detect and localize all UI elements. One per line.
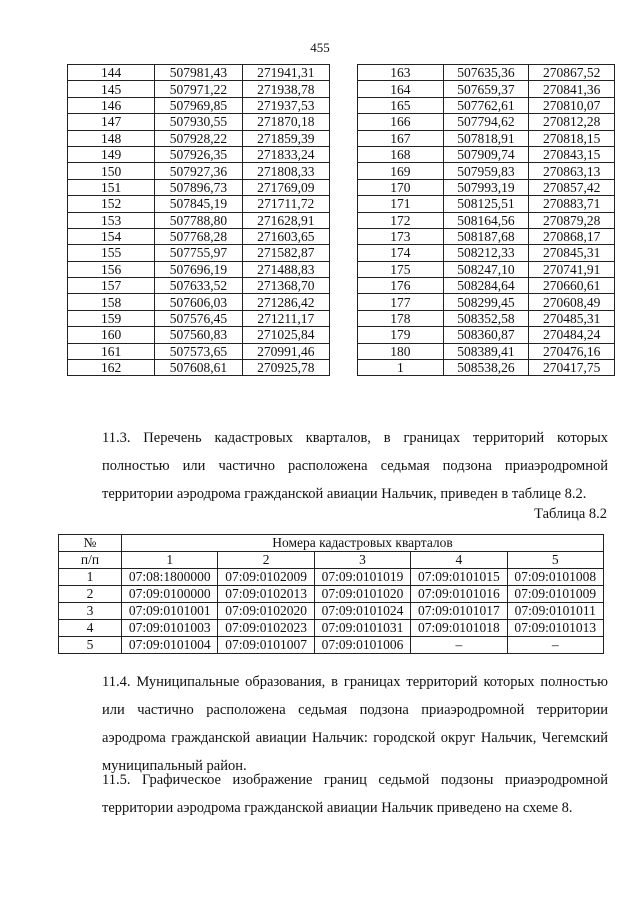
x-coordinate: 508360,87 xyxy=(443,327,529,343)
x-coordinate: 507608,61 xyxy=(155,360,242,376)
row-number: 2 xyxy=(59,586,122,603)
point-number: 166 xyxy=(358,114,444,130)
coordinate-row xyxy=(358,163,615,179)
x-coordinate: 507576,45 xyxy=(155,310,242,326)
coordinate-row xyxy=(68,343,330,359)
point-number: 145 xyxy=(68,81,155,97)
number-header: № xyxy=(59,535,122,552)
x-coordinate: 507845,19 xyxy=(155,196,242,212)
coordinate-row xyxy=(68,146,330,162)
coordinate-row xyxy=(68,65,330,81)
y-coordinate: 270812,28 xyxy=(529,114,615,130)
y-coordinate: 270417,75 xyxy=(529,360,615,376)
coordinate-row xyxy=(68,81,330,97)
cadastral-quarter-number: 07:09:0102020 xyxy=(218,603,314,620)
coordinate-row xyxy=(68,228,330,244)
cadastral-quarter-number: 07:09:0101019 xyxy=(314,569,410,586)
point-number: 162 xyxy=(68,360,155,376)
point-number: 155 xyxy=(68,245,155,261)
table-row xyxy=(59,569,604,586)
cadastral-quarter-number: 07:09:0101009 xyxy=(507,586,603,603)
x-coordinate: 507696,19 xyxy=(155,261,242,277)
y-coordinate: 270883,71 xyxy=(529,196,615,212)
point-number: 180 xyxy=(358,343,444,359)
paragraph-11-3 xyxy=(66,424,608,508)
cadastral-quarter-number: 07:09:0101018 xyxy=(411,620,507,637)
point-number: 144 xyxy=(68,65,155,81)
y-coordinate: 270741,91 xyxy=(529,261,615,277)
x-coordinate: 507959,83 xyxy=(443,163,529,179)
point-number: 159 xyxy=(68,310,155,326)
coordinate-row xyxy=(358,310,615,326)
point-number: 146 xyxy=(68,97,155,113)
y-coordinate: 270857,42 xyxy=(529,179,615,195)
coordinate-row xyxy=(358,294,615,310)
x-coordinate: 507896,73 xyxy=(155,179,242,195)
coordinate-row xyxy=(68,294,330,310)
y-coordinate: 271833,24 xyxy=(242,146,329,162)
x-coordinate: 507927,36 xyxy=(155,163,242,179)
paragraph-11-4-text: 11.4. Муниципальные образования, в границах территорий которых полностью или частично расположена седьмая подзона приаэродромной территории аэродрома гражданской авиации Нальчик: городской округ Нальчик, Чегемский муниципальный район. xyxy=(102,674,608,774)
y-coordinate: 270925,78 xyxy=(242,360,329,376)
y-coordinate: 270845,31 xyxy=(529,245,615,261)
page-number: 455 xyxy=(310,40,330,55)
point-number: 173 xyxy=(358,228,444,244)
y-coordinate: 270867,52 xyxy=(529,65,615,81)
row-number: 5 xyxy=(59,637,122,654)
x-coordinate: 508299,45 xyxy=(443,294,529,310)
point-number: 149 xyxy=(68,146,155,162)
cadastral-quarter-number: 07:09:0102023 xyxy=(218,620,314,637)
cadastral-quarter-number: 07:09:0101006 xyxy=(314,637,410,654)
x-coordinate: 508284,64 xyxy=(443,278,529,294)
y-coordinate: 271938,78 xyxy=(242,81,329,97)
y-coordinate: 271870,18 xyxy=(242,114,329,130)
point-number: 161 xyxy=(68,343,155,359)
coordinate-row xyxy=(68,196,330,212)
point-number: 156 xyxy=(68,261,155,277)
y-coordinate: 270485,31 xyxy=(529,310,615,326)
coordinate-row xyxy=(358,360,615,376)
coordinates-table-left xyxy=(67,64,330,376)
y-coordinate: 271368,70 xyxy=(242,278,329,294)
coordinate-row xyxy=(68,278,330,294)
coordinate-row xyxy=(68,245,330,261)
point-number: 175 xyxy=(358,261,444,277)
coordinate-row xyxy=(68,261,330,277)
x-coordinate: 507969,85 xyxy=(155,97,242,113)
cadastral-quarter-number: 07:09:0100000 xyxy=(122,586,218,603)
coordinate-row xyxy=(358,146,615,162)
number-subheader: п/п xyxy=(59,552,122,569)
x-coordinate: 507993,19 xyxy=(443,179,529,195)
x-coordinate: 507818,91 xyxy=(443,130,529,146)
cadastral-quarter-number: 07:09:0101011 xyxy=(507,603,603,620)
point-number: 147 xyxy=(68,114,155,130)
coordinate-row xyxy=(358,97,615,113)
point-number: 176 xyxy=(358,278,444,294)
coordinate-row xyxy=(358,130,615,146)
group-header: Номера кадастровых кварталов xyxy=(122,535,604,552)
table-row xyxy=(59,603,604,620)
paragraph-11-5-text: 11.5. Графическое изображение границ седьмой подзоны приаэродромной территории аэродрома гражданской авиации Нальчик приведено на схеме 8. xyxy=(102,772,608,816)
paragraph-11-4 xyxy=(66,668,608,780)
y-coordinate: 271286,42 xyxy=(242,294,329,310)
point-number: 172 xyxy=(358,212,444,228)
cadastral-quarters-table xyxy=(58,534,604,654)
x-coordinate: 507560,83 xyxy=(155,327,242,343)
coordinate-row xyxy=(68,310,330,326)
column-header: 5 xyxy=(507,552,603,569)
cadastral-quarter-number: – xyxy=(507,637,603,654)
coordinate-row xyxy=(68,360,330,376)
y-coordinate: 270868,17 xyxy=(529,228,615,244)
x-coordinate: 508125,51 xyxy=(443,196,529,212)
table-caption: Таблица 8.2 xyxy=(534,506,607,522)
x-coordinate: 508389,41 xyxy=(443,343,529,359)
x-coordinate: 507788,80 xyxy=(155,212,242,228)
x-coordinate: 508212,33 xyxy=(443,245,529,261)
x-coordinate: 507762,61 xyxy=(443,97,529,113)
point-number: 168 xyxy=(358,146,444,162)
cadastral-quarter-number: 07:09:0101024 xyxy=(314,603,410,620)
point-number: 169 xyxy=(358,163,444,179)
cadastral-quarter-number: 07:08:1800000 xyxy=(122,569,218,586)
point-number: 165 xyxy=(358,97,444,113)
y-coordinate: 271808,33 xyxy=(242,163,329,179)
y-coordinate: 270818,15 xyxy=(529,130,615,146)
point-number: 179 xyxy=(358,327,444,343)
point-number: 152 xyxy=(68,196,155,212)
point-number: 178 xyxy=(358,310,444,326)
y-coordinate: 270841,36 xyxy=(529,81,615,97)
point-number: 174 xyxy=(358,245,444,261)
point-number: 157 xyxy=(68,278,155,294)
coordinate-row xyxy=(358,327,615,343)
cadastral-quarter-number: 07:09:0101015 xyxy=(411,569,507,586)
coordinate-row xyxy=(68,212,330,228)
cadastral-quarter-number: 07:09:0101016 xyxy=(411,586,507,603)
point-number: 164 xyxy=(358,81,444,97)
y-coordinate: 271628,91 xyxy=(242,212,329,228)
x-coordinate: 508187,68 xyxy=(443,228,529,244)
y-coordinate: 271582,87 xyxy=(242,245,329,261)
coordinate-row xyxy=(68,114,330,130)
x-coordinate: 507971,22 xyxy=(155,81,242,97)
coordinates-table-right xyxy=(357,64,615,376)
y-coordinate: 271937,53 xyxy=(242,97,329,113)
y-coordinate: 271488,83 xyxy=(242,261,329,277)
y-coordinate: 270608,49 xyxy=(529,294,615,310)
point-number: 167 xyxy=(358,130,444,146)
point-number: 171 xyxy=(358,196,444,212)
coordinate-row xyxy=(358,179,615,195)
point-number: 163 xyxy=(358,65,444,81)
cadastral-quarter-number: 07:09:0101001 xyxy=(122,603,218,620)
coordinate-row xyxy=(358,278,615,294)
point-number: 177 xyxy=(358,294,444,310)
y-coordinate: 271859,39 xyxy=(242,130,329,146)
point-number: 153 xyxy=(68,212,155,228)
y-coordinate: 270863,13 xyxy=(529,163,615,179)
point-number: 170 xyxy=(358,179,444,195)
cadastral-quarter-number: – xyxy=(411,637,507,654)
coordinate-row xyxy=(358,65,615,81)
coordinate-row xyxy=(358,196,615,212)
point-number: 158 xyxy=(68,294,155,310)
y-coordinate: 270660,61 xyxy=(529,278,615,294)
row-number: 4 xyxy=(59,620,122,637)
coordinate-row xyxy=(358,245,615,261)
column-header: 3 xyxy=(314,552,410,569)
y-coordinate: 271711,72 xyxy=(242,196,329,212)
cadastral-quarter-number: 07:09:0101003 xyxy=(122,620,218,637)
cadastral-quarter-number: 07:09:0101007 xyxy=(218,637,314,654)
row-number: 3 xyxy=(59,603,122,620)
cadastral-quarter-number: 07:09:0101017 xyxy=(411,603,507,620)
coordinate-row xyxy=(68,163,330,179)
paragraph-11-3-text: 11.3. Перечень кадастровых кварталов, в границах территорий которых полностью или частично расположена седьмая подзона приаэродромной территории аэродрома гражданской авиации Нальчик, приведен в таблице 8.2. xyxy=(102,430,608,502)
table-row xyxy=(59,586,604,603)
y-coordinate: 270879,28 xyxy=(529,212,615,228)
point-number: 148 xyxy=(68,130,155,146)
y-coordinate: 271769,09 xyxy=(242,179,329,195)
cadastral-quarter-number: 07:09:0102009 xyxy=(218,569,314,586)
x-coordinate: 508164,56 xyxy=(443,212,529,228)
coordinate-row xyxy=(358,228,615,244)
table-row xyxy=(59,620,604,637)
y-coordinate: 271941,31 xyxy=(242,65,329,81)
x-coordinate: 507794,62 xyxy=(443,114,529,130)
cadastral-quarter-number: 07:09:0101013 xyxy=(507,620,603,637)
coordinate-row xyxy=(358,114,615,130)
point-number: 151 xyxy=(68,179,155,195)
y-coordinate: 271603,65 xyxy=(242,228,329,244)
x-coordinate: 507768,28 xyxy=(155,228,242,244)
x-coordinate: 507606,03 xyxy=(155,294,242,310)
y-coordinate: 271025,84 xyxy=(242,327,329,343)
x-coordinate: 507928,22 xyxy=(155,130,242,146)
row-number: 1 xyxy=(59,569,122,586)
coordinate-row xyxy=(68,327,330,343)
y-coordinate: 271211,17 xyxy=(242,310,329,326)
x-coordinate: 507926,35 xyxy=(155,146,242,162)
coordinate-row xyxy=(358,261,615,277)
x-coordinate: 508538,26 xyxy=(443,360,529,376)
cadastral-quarter-number: 07:09:0101020 xyxy=(314,586,410,603)
x-coordinate: 507659,37 xyxy=(443,81,529,97)
paragraph-11-5 xyxy=(66,766,608,822)
point-number: 160 xyxy=(68,327,155,343)
cadastral-quarter-number: 07:09:0101008 xyxy=(507,569,603,586)
x-coordinate: 507573,65 xyxy=(155,343,242,359)
cadastral-quarter-number: 07:09:0101031 xyxy=(314,620,410,637)
y-coordinate: 270810,07 xyxy=(529,97,615,113)
table-row xyxy=(59,637,604,654)
y-coordinate: 270843,15 xyxy=(529,146,615,162)
y-coordinate: 270484,24 xyxy=(529,327,615,343)
cadastral-quarter-number: 07:09:0102013 xyxy=(218,586,314,603)
x-coordinate: 507930,55 xyxy=(155,114,242,130)
x-coordinate: 507635,36 xyxy=(443,65,529,81)
column-header: 1 xyxy=(122,552,218,569)
cadastral-quarter-number: 07:09:0101004 xyxy=(122,637,218,654)
coordinate-row xyxy=(68,130,330,146)
point-number: 1 xyxy=(358,360,444,376)
x-coordinate: 508247,10 xyxy=(443,261,529,277)
x-coordinate: 507633,52 xyxy=(155,278,242,294)
coordinate-row xyxy=(68,179,330,195)
point-number: 150 xyxy=(68,163,155,179)
x-coordinate: 508352,58 xyxy=(443,310,529,326)
point-number: 154 xyxy=(68,228,155,244)
coordinate-row xyxy=(358,81,615,97)
column-header: 4 xyxy=(411,552,507,569)
coordinate-row xyxy=(358,343,615,359)
column-header: 2 xyxy=(218,552,314,569)
y-coordinate: 270991,46 xyxy=(242,343,329,359)
coordinate-row xyxy=(68,97,330,113)
y-coordinate: 270476,16 xyxy=(529,343,615,359)
coordinate-row xyxy=(358,212,615,228)
x-coordinate: 507909,74 xyxy=(443,146,529,162)
x-coordinate: 507755,97 xyxy=(155,245,242,261)
x-coordinate: 507981,43 xyxy=(155,65,242,81)
